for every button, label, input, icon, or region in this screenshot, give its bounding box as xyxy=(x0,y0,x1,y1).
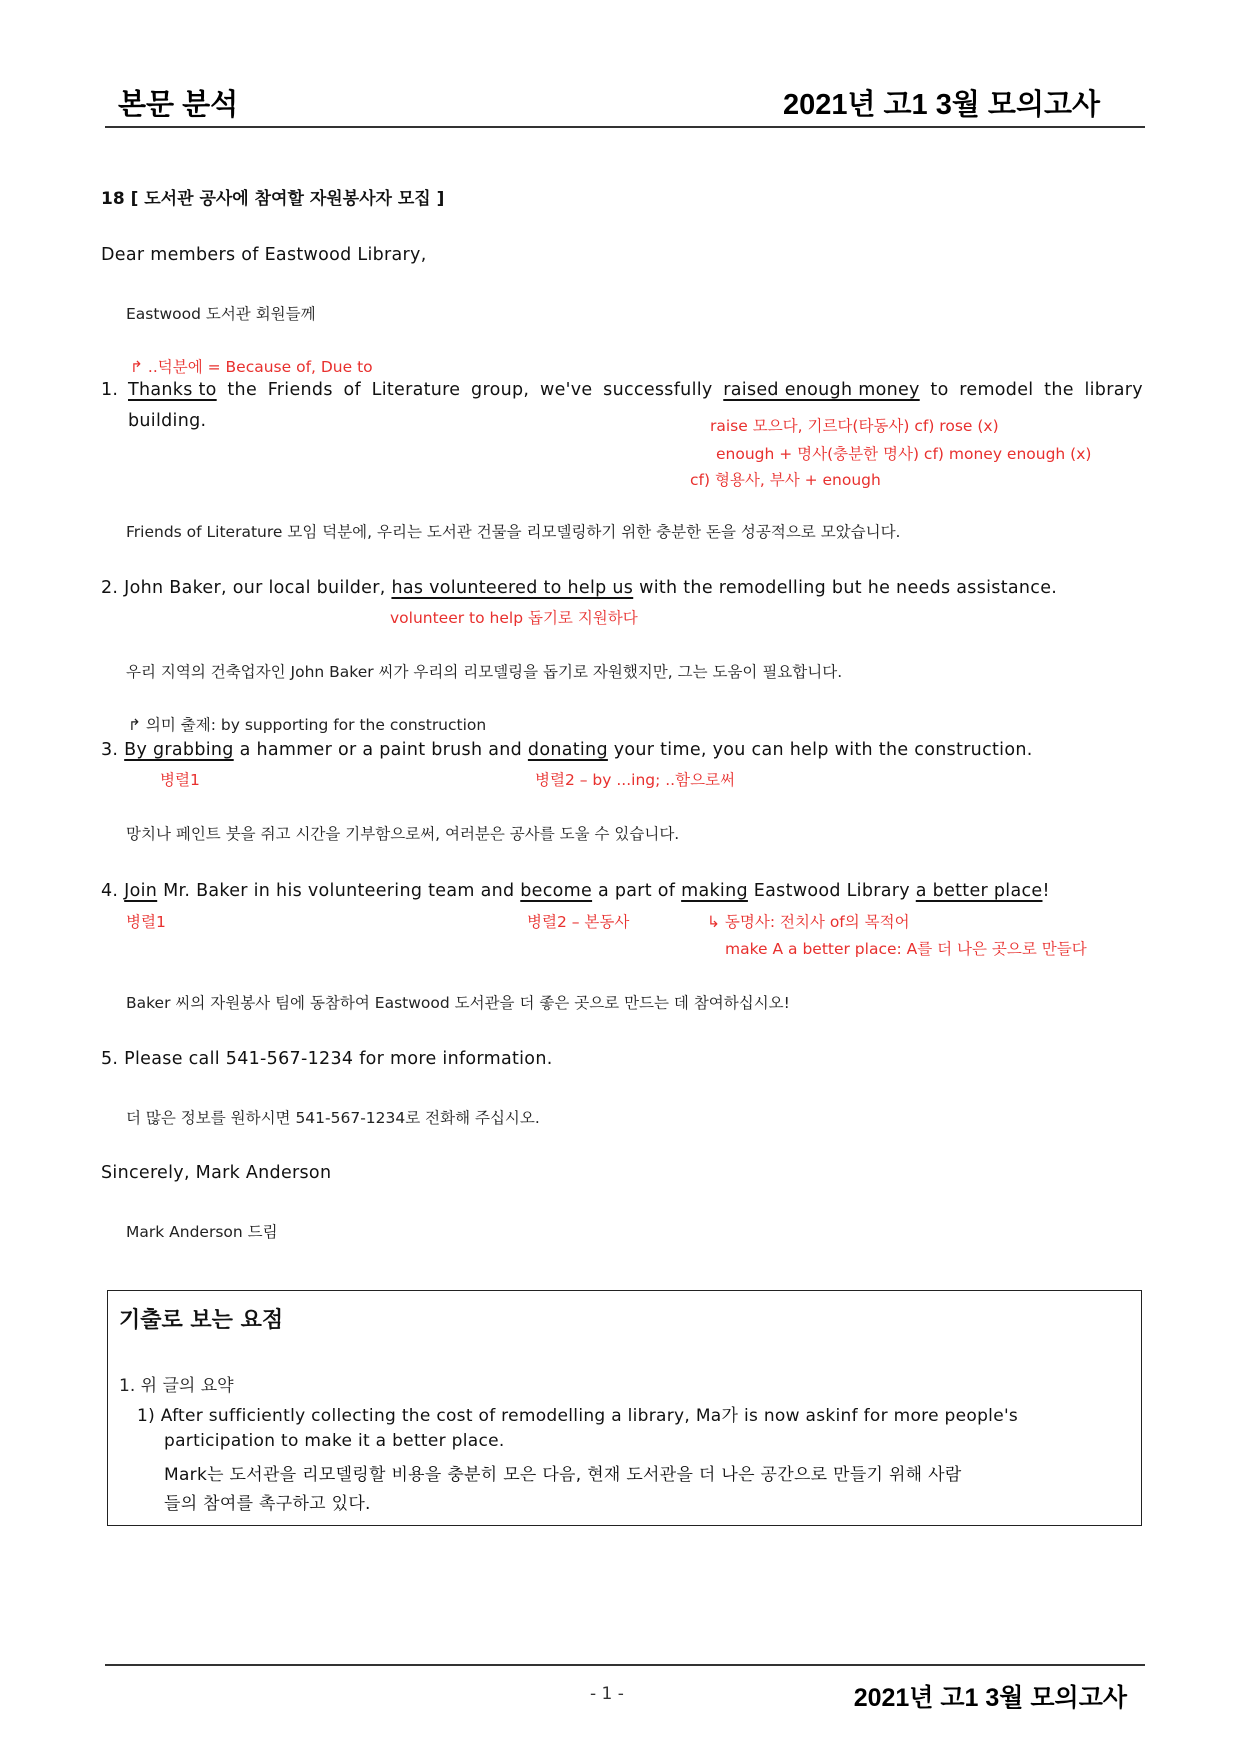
s3-underline-donating: donating xyxy=(527,740,608,760)
greeting-en: Dear members of Eastwood Library, xyxy=(101,245,427,265)
word: successfully xyxy=(603,380,713,400)
s2-text-post: with the remodelling but he needs assistance. xyxy=(633,578,1058,598)
word: Friends xyxy=(267,380,333,400)
summary-en-line2: participation to make it a better place. xyxy=(164,1431,505,1451)
s1-note-enough: enough + 명사(충분한 명사) cf) money enough (x) xyxy=(716,445,1092,463)
summary-box xyxy=(107,1290,1142,1526)
s5-line xyxy=(101,1049,553,1069)
summary-item-heading: 1. 위 글의 요약 xyxy=(119,1376,234,1396)
s4-text-post: ! xyxy=(1042,881,1050,901)
word: the xyxy=(227,380,258,400)
s4-underline-a-better-place: a better place xyxy=(915,881,1043,901)
s2-line xyxy=(101,578,1057,598)
question-title: 18 [ 도서관 공사에 참여할 자원봉사자 모집 ] xyxy=(101,189,445,209)
s5-translation: 더 많은 정보를 원하시면 541-567-1234로 전화해 주십시오. xyxy=(126,1109,540,1127)
header-rule xyxy=(105,126,1145,128)
s1-line1 xyxy=(128,380,1143,400)
word: library xyxy=(1084,380,1143,400)
s4-note-make: make A a better place: A를 더 나은 곳으로 만들다 xyxy=(725,940,1087,958)
s1-note-cf: cf) 형용사, 부사 + enough xyxy=(690,471,881,489)
s4-translation: Baker 씨의 자원봉사 팀에 동참하여 Eastwood 도서관을 더 좋은 곳으로 만드는 데 참여하십시오! xyxy=(126,994,790,1012)
s4-note-parallel1: 병렬1 xyxy=(126,913,166,931)
word: of xyxy=(343,380,361,400)
s1-underline-thanks-to: Thanks to xyxy=(128,380,217,400)
s4-underline-become: become xyxy=(520,881,593,901)
summary-box-title: 기출로 보는 요점 xyxy=(119,1308,284,1333)
s1-pre-note: ↱ ..덕분에 = Because of, Due to xyxy=(130,358,373,376)
s3-underline-by-grabbing: By grabbing xyxy=(124,740,234,760)
word: remodel xyxy=(959,380,1034,400)
s2-underline-has-volunteered: has volunteered to help us xyxy=(391,578,634,598)
s2-note-volunteer: volunteer to help 돕기로 지원하다 xyxy=(390,609,638,627)
page-header-left-title: 본문 분석 xyxy=(118,89,239,121)
s3-text-post: your time, you can help with the construction. xyxy=(607,740,1033,760)
s4-underline-making: making xyxy=(681,881,748,901)
s2-text-pre: John Baker, our local builder, xyxy=(124,578,392,598)
s4-underline-join: Join xyxy=(124,881,158,901)
s5-text: Please call 541-567-1234 for more information. xyxy=(124,1049,553,1069)
s3-line xyxy=(101,740,1033,760)
s4-text-mid1: Mr. Baker in his volunteering team and xyxy=(157,881,521,901)
s3-text-mid: a hammer or a paint brush and xyxy=(233,740,528,760)
word: the xyxy=(1044,380,1074,400)
summary-ko-line2: 들의 참여를 촉구하고 있다. xyxy=(164,1494,371,1514)
s1-underline-raised-enough-money: raised enough money xyxy=(723,380,920,400)
s4-note-gerund: ↳ 동명사: 전치사 of의 목적어 xyxy=(707,913,910,931)
s4-note-parallel2: 병렬2 – 본동사 xyxy=(527,913,630,931)
s4-text-mid2: a part of xyxy=(592,881,682,901)
closing-ko: Mark Anderson 드림 xyxy=(126,1223,278,1241)
s3-number: 3. xyxy=(101,740,119,760)
s2-translation: 우리 지역의 건축업자인 John Baker 씨가 우리의 리모델링을 돕기로 자원했지만, 그는 도움이 필요합니다. xyxy=(126,663,843,681)
s1-line2: building. xyxy=(128,411,207,431)
s3-note-parallel1: 병렬1 xyxy=(160,771,200,789)
s1-translation: Friends of Literature 모임 덕분에, 우리는 도서관 건물을 리모델링하기 위한 충분한 돈을 성공적으로 모았습니다. xyxy=(126,523,901,541)
s3-note-parallel2: 병렬2 – by ...ing; ..함으로써 xyxy=(535,771,735,789)
summary-en-line1: 1) After sufficiently collecting the cost of remodelling a library, Ma가 is now askinf for more people's xyxy=(137,1406,1019,1426)
page-header-right-title: 2021년 고1 3월 모의고사 xyxy=(782,89,1100,121)
greeting-ko: Eastwood 도서관 회원들께 xyxy=(126,305,316,323)
s3-pre-note: ↱ 의미 출제: by supporting for the construction xyxy=(128,716,487,734)
footer-right-title: 2021년 고1 3월 모의고사 xyxy=(853,1684,1127,1712)
summary-ko-line1: Mark는 도서관을 리모델링할 비용을 충분히 모은 다음, 현재 도서관을 더 나은 공간으로 만들기 위해 사람 xyxy=(164,1465,962,1485)
word: to xyxy=(930,380,949,400)
s4-line xyxy=(101,881,1050,901)
s2-number: 2. xyxy=(101,578,119,598)
page-number: - 1 - xyxy=(590,1684,624,1704)
word: group, xyxy=(471,380,530,400)
s4-number: 4. xyxy=(101,881,119,901)
word: we've xyxy=(539,380,593,400)
s4-text-mid3: Eastwood Library xyxy=(747,881,916,901)
s1-note-raise: raise 모으다, 기르다(타동사) cf) rose (x) xyxy=(710,417,999,435)
footer-rule xyxy=(105,1664,1145,1666)
word: Literature xyxy=(371,380,461,400)
s3-translation: 망치나 페인트 붓을 쥐고 시간을 기부함으로써, 여러분은 공사를 도울 수 있습니다. xyxy=(126,825,680,843)
s1-number: 1. xyxy=(101,380,119,400)
s5-number: 5. xyxy=(101,1049,119,1069)
closing-en: Sincerely, Mark Anderson xyxy=(101,1163,332,1183)
